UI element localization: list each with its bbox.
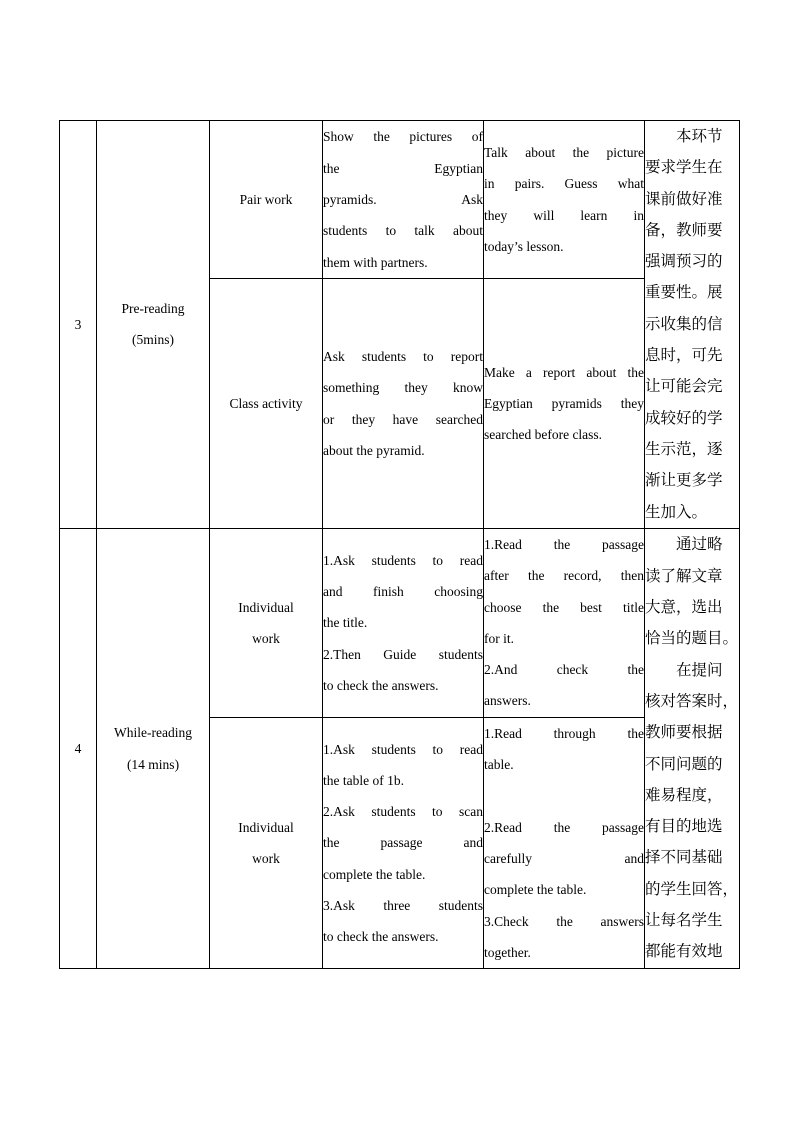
text-line: in pairs. Guess what: [484, 176, 644, 192]
stage-cell: [97, 121, 210, 529]
text-line: 1.Read the passage: [484, 536, 644, 552]
teacher-activity-cell: [323, 528, 484, 717]
text-line: the passage and: [323, 835, 483, 851]
note-line: 都能有效地: [645, 942, 723, 961]
text-line: answers.: [484, 693, 531, 709]
note-line: 通过略: [676, 535, 723, 554]
note-line: 示收集的信: [645, 314, 723, 333]
note-line: 难易程度，: [645, 785, 723, 804]
note-line: 核对答案时，: [645, 691, 739, 710]
note-line: 课前做好准: [645, 189, 723, 208]
table-row: [60, 121, 740, 279]
note-line: 生示范，逐: [645, 439, 723, 458]
text-line: complete the table.: [484, 882, 587, 898]
text-line: [484, 780, 644, 811]
note-line: 有目的地选: [645, 817, 723, 836]
note-line: 要求学生在: [645, 158, 723, 177]
note-line: 成较好的学: [645, 408, 723, 427]
design-note-cell: [645, 121, 740, 529]
text-line: 3.Check the answers: [484, 913, 644, 929]
text-line: the table of 1b.: [323, 772, 404, 788]
step-number: 3: [74, 316, 82, 332]
note-line: 让可能会完: [645, 377, 723, 396]
note-line: 本环节: [676, 127, 723, 145]
text-line: Egyptian pyramids they: [484, 395, 644, 411]
text-line: Talk about the picture: [484, 145, 644, 161]
stage-name: While-reading: [114, 725, 192, 741]
note-line: 教师要根据: [645, 723, 723, 742]
stage-duration: (5mins): [132, 332, 174, 348]
stage-cell: [97, 528, 210, 968]
text-line: something they know: [323, 380, 483, 396]
teacher-activity-cell: [323, 717, 484, 968]
note-line: 重要性。展: [645, 283, 723, 302]
student-activity-cell: [484, 279, 645, 528]
note-line: 不同问题的: [645, 754, 723, 773]
text-line: 3.Ask three students: [323, 897, 483, 913]
note-line: 读了解文章: [645, 566, 723, 585]
teacher-activity-cell: [323, 121, 484, 279]
text-line: 1.Ask students to read: [323, 552, 483, 568]
text-line: 2.Ask students to scan: [323, 804, 483, 820]
note-line: 备，教师要: [645, 220, 723, 239]
text-line: for it.: [484, 630, 514, 646]
note-line: 恰当的题目。: [645, 629, 739, 648]
text-line: to check the answers.: [323, 677, 439, 693]
text-line: today’s lesson.: [484, 239, 564, 254]
note-line: 在提问: [676, 660, 723, 679]
lesson-plan-table: [59, 120, 740, 969]
table-row: [60, 528, 740, 717]
note-line: 生加入。: [645, 502, 708, 521]
text-line: 2.Then Guide students: [323, 646, 483, 662]
text-line: students to talk about: [323, 223, 483, 239]
note-line: 的学生回答，: [645, 879, 739, 898]
note-line: 择不同基础: [645, 848, 723, 867]
activity-form-cell: [210, 279, 323, 528]
text-line: 1.Ask students to read: [323, 741, 483, 757]
text-line: and finish choosing: [323, 583, 483, 599]
note-line: 息时，可先: [645, 346, 723, 365]
student-activity-cell: [484, 528, 645, 717]
note-line: 让每名学生: [645, 911, 723, 930]
text-line: 1.Read through the: [484, 725, 644, 741]
text-line: together.: [484, 944, 531, 960]
text-line: the Egyptian: [323, 160, 483, 176]
activity-form: Individual: [238, 819, 294, 835]
student-activity-cell: [484, 121, 645, 279]
student-activity-cell: [484, 717, 645, 968]
text-line: complete the table.: [323, 866, 426, 882]
activity-form-cell: [210, 121, 323, 279]
note-line: 强调预习的: [645, 252, 723, 271]
stage-name: Pre-reading: [121, 301, 185, 317]
text-line: they will learn in: [484, 207, 644, 223]
note-line: 渐让更多学: [645, 471, 723, 490]
text-line: choose the best title: [484, 599, 644, 615]
text-line: Ask students to report: [323, 349, 483, 365]
text-line: after the record, then: [484, 568, 644, 584]
activity-form: Class activity: [229, 395, 303, 411]
text-line: the title.: [323, 615, 368, 631]
text-line: them with partners.: [323, 254, 428, 270]
text-line: or they have searched: [323, 411, 483, 427]
note-line: 大意，选出: [645, 598, 723, 617]
text-line: to check the answers.: [323, 929, 439, 945]
text-line: searched before class.: [484, 427, 603, 443]
design-note-cell: [645, 528, 740, 968]
text-line: Show the pictures of: [323, 129, 483, 145]
activity-form: work: [252, 630, 280, 646]
stage-duration: (14 mins): [126, 756, 180, 772]
teacher-activity-cell: [323, 279, 484, 528]
text-line: 2.Read the passage: [484, 819, 644, 835]
text-line: Make a report about the: [484, 364, 644, 380]
activity-form-cell: [210, 528, 323, 717]
activity-form: work: [252, 851, 280, 867]
text-line: 2.And check the: [484, 662, 644, 678]
step-number-cell: [60, 528, 97, 968]
step-number-cell: [60, 121, 97, 529]
text-line: about the pyramid.: [323, 442, 425, 458]
activity-form: Individual: [238, 599, 294, 615]
activity-form-cell: [210, 717, 323, 968]
text-line: pyramids. Ask: [323, 192, 483, 208]
step-number: 4: [74, 740, 82, 756]
text-line: carefully and: [484, 851, 644, 867]
text-line: table.: [484, 757, 514, 773]
activity-form: Pair work: [239, 192, 293, 208]
